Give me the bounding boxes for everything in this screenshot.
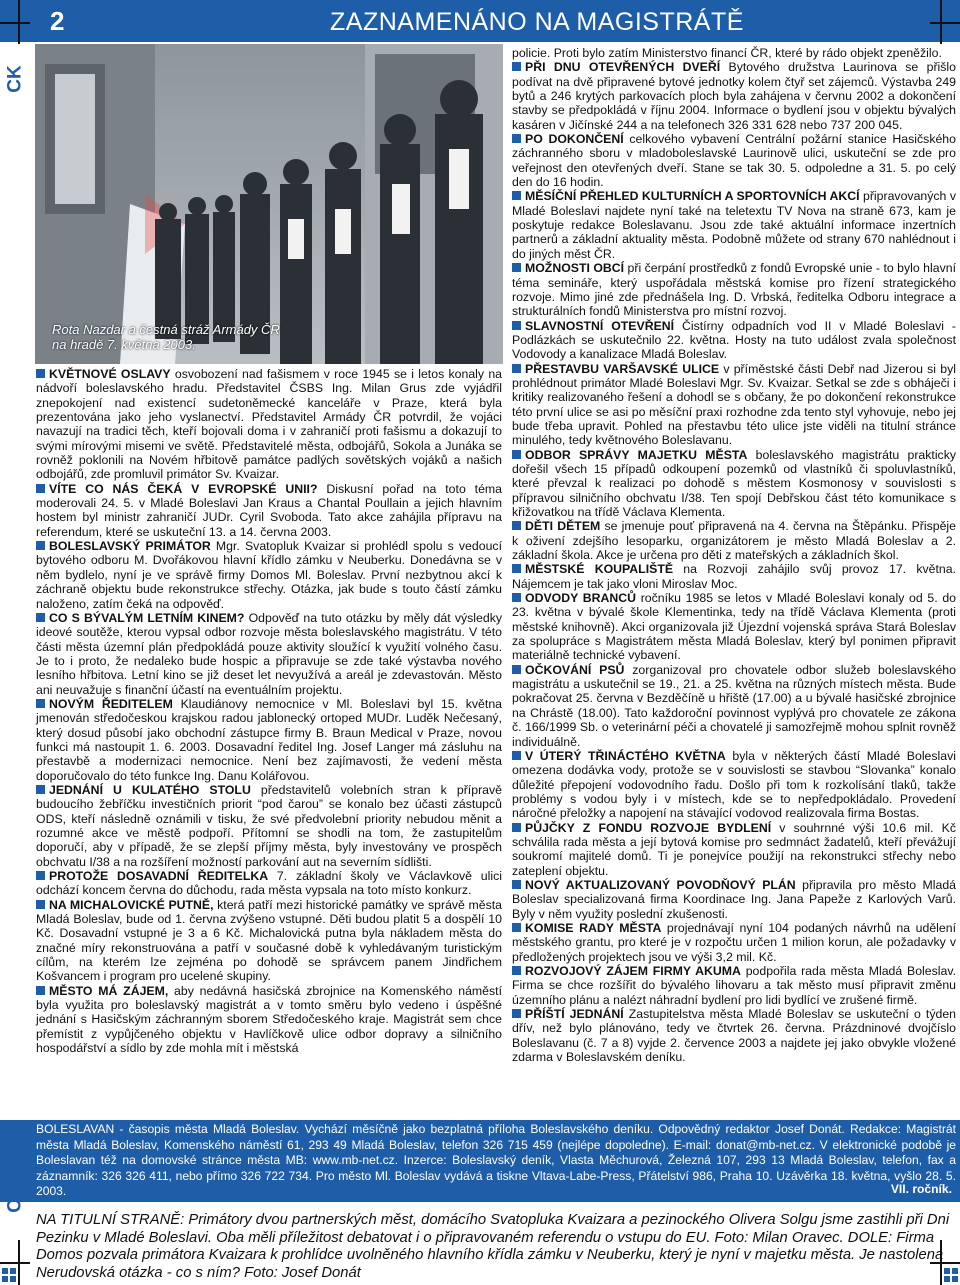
article: [512, 821, 956, 878]
header-bar: [0, 0, 960, 42]
article: [36, 984, 502, 1056]
article-lead: ODVODY BRANCŮ: [525, 591, 637, 606]
article: [512, 1007, 956, 1064]
article-text: ročníku 1985 se letos v Mladé Boleslavi konaly od 5. do 23. května v bývalé škole Klementinka, tedy na třídě Václava Klementa (proti městské knihovně). Akci organizovala již Újezdní vojenská správa Stará Boleslav za spolupráce s Magistrátem města Mladá Boleslav, který byl ponimen připravit materiálně technické vybavení.: [512, 591, 957, 663]
article: [512, 591, 956, 663]
article-lead: VÍTE CO NÁS ČEKÁ V EVROPSKÉ UNII?: [49, 481, 318, 496]
article: [36, 611, 502, 697]
side-mark-ck-top: CK: [4, 65, 26, 93]
article-text: Čistírny odpadních vod II v Mladé Boleslavi - Podlázkách se uskutečnilo 22. května. Hosty na tuto událost zvala společnost Vodovody a kanalizace Mladá Boleslav.: [512, 318, 956, 362]
article: [512, 921, 956, 964]
article-text: Odpověď na tuto otázku by měly dát výsledky ideové soutěže, kterou vypsal odbor rozvoje města boleslavského magistrátu. V této části města územní plán předpokládá pouze aktivity sloužící k využití volného času. Je to i proto, že nedaleko bude hospic a připravuje se zde také výstavba nového lesního hřbitova. Letní kino se již deset let nevyužívá a areál je zdevastován. Město ani neuvažuje s finanční účastí na eventuálním projektu.: [36, 610, 502, 697]
article-lead: NOVÝM ŘEDITELEM: [49, 696, 173, 711]
photo-caption-line-1: Rota Nazdar a čestná stráž Armády ČR: [52, 322, 280, 337]
article-lead: MĚSTO MÁ ZÁJEM,: [49, 983, 169, 998]
bullet-square-icon: [512, 521, 521, 530]
bullet-square-icon: [36, 613, 45, 622]
bullet-square-icon: [512, 593, 521, 602]
article-lead: KVĚTNOVÉ OSLAVY: [49, 367, 171, 381]
article-text: Zastupitelstva města Mladé Boleslav se uskuteční o týden dřív, než bylo plánováno, tedy ve čtvrtek 26. června. Prázdninové dvojčíslo Boleslavanu (č. 7 a 8) vyjde 2. července 2003 a najdete jej jako obvykle vložené zdarma v Boleslavském deníku.: [512, 1007, 956, 1065]
article: [36, 783, 502, 869]
article: [36, 869, 502, 898]
bullet-square-icon: [512, 665, 521, 674]
article: [36, 482, 502, 539]
article: [36, 697, 502, 783]
article-lead: ODBOR SPRÁVY MAJETKU MĚSTA: [525, 447, 748, 462]
article-lead: PŮJČKY Z FONDU ROZVOJE BYDLENÍ: [525, 820, 772, 835]
bullet-square-icon: [36, 699, 45, 708]
bullet-square-icon: [36, 541, 45, 550]
article-text: aby nedávná hasičská zbrojnice na Komenského náměstí byla využita pro boleslavský magistrát a v tomto směru bylo vedeno i úspěšné jednání s Hasičským záchranným sborem Středočeského kraje. Magistrát sem chce přemístit z vypůjčeného objektu v Havlíčkově ulice odbor dopravy a silničního hospodářství a sídlo by zde mohla mít i městská: [36, 983, 502, 1056]
article-text: projednávají nyní 104 podaných návrhů na udělení městského grantu, pro které je v rozpočtu určen 1 milion korun, ale požadavky v předložených projektech jsou ve výši 3,2 mil. Kč.: [512, 920, 956, 964]
bullet-square-icon: [36, 986, 45, 995]
article-lead: MĚSTSKÉ KOUPALIŠTĚ: [525, 562, 674, 577]
photo-illustration: [35, 44, 503, 364]
article-text: celkového vybavení Centrální požární stanice Hasičského záchranného sboru v mladoboleslavské Laurinově ulici, uskuteční se zde pro veřejnost den otevřených dveří. Stane se tak 30. 5. odpoledne a 31. 5. po celý den do 16 hodin.: [512, 132, 956, 190]
article-lead: PŘI DNU OTEVŘENÝCH DVEŘÍ: [525, 60, 721, 75]
impressum-text: BOLESLAVAN - časopis města Mladá Boleslav. Vychází měsíčně jako bezplatná příloha Boleslavského deníku. Odpovědný redaktor Josef Donát. Redakce: Magistrát města Mladá Boleslav, Komenského náměstí 61, 293 49 Mladá Boleslav, telefon 326 715 459 (nejlépe dopoledne). E-mail: donat@mb-net.cz. V elektronické podobě je Boleslavan též na domovské stránce města MB: www.mb-net.cz. Inzerce: Boleslavský deník, Vlasta Měchurová, Železná 107, 293 13 Mladá Boleslav, telefon, fax a záznamník: 326 326 411, nebo přímo 326 722 734. Pro město Ml. Boleslav vydává a tiskne Vltava-Labe-Press, Přátelství 986, Praha 10. Uzávěrka 18. května, vyšlo 28. 5. 2003.: [36, 1122, 956, 1198]
article-lead: PŘÍŠTÍ JEDNÁNÍ: [525, 1007, 624, 1022]
bullet-square-icon: [512, 564, 521, 573]
article-text: 7. základní školy ve Václavkově ulici odchází koncem června do důchodu, rada města vypsala na toto místo konkurz.: [36, 869, 502, 898]
registration-squares-top-right: [944, 4, 958, 18]
article-lead: PŘESTAVBU VARŠAVSKÉ ULICE: [525, 361, 720, 376]
article-text: byla v některých částí Mladé Boleslavi omezena dodávka vody, protože se v souvislosti se stavbou “Slovanka” konalo důležité přepojení vodovodního řadu. Došlo při tom k rozkolísání tlaků, takže problémy s vodou byly i v místech, kde se to nepředpokládalo. Provedení náročné přeložky a napojení na stávající vodovod realizovala firma Bostas.: [512, 748, 956, 821]
article-text: Bytového družstva Laurinova se přišlo podívat na dvě připravené bytové jednotky kolem čtyř set zájemců. Výstavba 249 bytů a 246 krytých parkovacích ploch byla zahájena v červnu 2002 a dokončení stavby se předpokládá v říjnu 2004. Informace o bydlení jsou v objektu bývalých kasáren v Jičínské 244 a na telefonech 326 331 628 nebo 737 200 045.: [512, 60, 956, 132]
article-continuation: [512, 46, 956, 60]
bullet-square-icon: [512, 923, 521, 932]
article-text: osvobození nad fašismem v roce 1945 se i letos konaly na nádvoří boleslavského hradu. Představitel ČSBS Ing. Milan Grus zde vyjádřil znepokojení nad existencí sudetoněmecké kanceláře v Praze, která byla prezentována jako jeho vyslanectví. Představitel Armády ČR potvrdil, že vojáci navazují na tradici těch, kteří bojovali doma i v zahraničí proti fašismu a dokazují to svými mírovými misemi ve světě. Představitelé města, odbojářů, Sokola a Junáka se rovněž poklonili na Novém hřbitově památce padlých sovětských vojáků a našich odbojářů, zde promluvil primátor Sv. Kvaizar.: [36, 367, 502, 482]
article: [512, 362, 956, 448]
bullet-square-icon: [512, 880, 521, 889]
bullet-square-icon: [36, 484, 45, 493]
page-number: 2: [50, 6, 65, 36]
cover-caption: NA TITULNÍ STRANĚ: Primátory dvou partnerských měst, domácího Svatopluka Kvaizara a pezinockého Olivera Solgu jsme zastihli při Dni Pezinku v Mladé Boleslavi. Oba měli příležitost debatovat i o připravovaném referendu o vstupu do EU. Foto: Milan Oravec. DOLE: Firma Domos pozvala primátora Kvaizara k prohlídce uvolněného hlavního křídla zámku v Neuberku, který je nyní v majetku města. Je nastolena Nerudovská otázka - co s ním? Foto: Josef Donát: [36, 1212, 950, 1281]
photo-caption-line-2: na hradě 7. května 2003.: [52, 337, 196, 352]
article: [512, 132, 956, 189]
article-text: připravila pro město Mladá Boleslav specializovaná firma Koordinace Ing. Jana Papeže z Karlových Varů. Byly v něm využity poslední zkušenosti.: [512, 877, 957, 921]
article: [512, 519, 956, 562]
article-text: na Rozvoji zahájilo svůj provoz 17. května. Nájemcem je tak jako vloni Miroslav Moc.: [512, 562, 956, 591]
bullet-square-icon: [512, 450, 521, 459]
article-text: zorganizoval pro chovatele odbor služeb boleslavského magistrátu a uskutečnil se 19., 21. a 25. května na různých místech města. Bude pokračovat 25. června v Bezděčíně u hřiště (17.00) a u bývalé hasičské zbrojnice na Chrástě (18.00). Tato každoroční povinnost vyplývá pro chovatele ze zákona č. 166/1999 Sb. o veterinární péči a chovatelé ji samozřejmě mohou splnit rovněž individuálně.: [512, 662, 956, 749]
bullet-square-icon: [512, 191, 521, 200]
article-lead: MĚSÍČNÍ PŘEHLED KULTURNÍCH A SPORTOVNÍCH AKCÍ: [525, 189, 860, 204]
article: [512, 749, 956, 821]
article: [512, 964, 956, 1007]
photo-caption: [52, 322, 280, 352]
article: [512, 878, 956, 921]
article-lead: NOVÝ AKTUALIZOVANÝ POVODŇOVÝ PLÁN: [525, 877, 796, 892]
article-lead: JEDNÁNÍ U KULATÉHO STOLU: [49, 782, 251, 797]
article: [36, 539, 502, 611]
bullet-square-icon: [36, 871, 45, 880]
article-text: se jmenuje pouť připravená na 4. června na Štěpánku. Přispěje k oživení zdejšího lesoparku, organizátorem je město Mladá Boleslav a 2. základní škola. Akce je určena pro děti z mateřských a základních škol.: [512, 519, 956, 563]
registration-squares-bottom-left: [2, 1268, 16, 1282]
left-column: [36, 367, 502, 1056]
bullet-square-icon: [512, 1009, 521, 1018]
article-text: představitelů volebních stran k přípravě budoucího žebříčku investičních priorit “pod čarou” se konalo bez účasti zástupců ODS, kteří následně oznámili v tisku, že své předvolební priority nebudou měnit a rozumné akce ve městě podpoří. Přítomní se shodli na tom, že zastupitelům doporučí, aby v případě, že se zlepší příjmy města, byly investovány ve prospěch obchvatu I/38 a na rozšíření možností parkování aut na severním sídlišti.: [36, 782, 502, 869]
article-lead: KOMISE RADY MĚSTA: [525, 920, 662, 935]
right-column: [512, 46, 956, 1064]
article-text: připravovaných v Mladé Boleslavi najdete nyní také na teletextu TV Nova na straně 673, kam je poskytuje redakce Boleslavanu. Jsou zde také aktuální informace inzertních partnerů a základní aktuality města. Podobně můžete od strany 670 nahlédnout i do jiných měst ČR.: [512, 189, 956, 261]
article-text: policie. Proti bylo zatím Ministerstvo financí ČR, které by rádo objekt zpeněžilo.: [512, 46, 942, 60]
bullet-square-icon: [512, 966, 521, 975]
bullet-square-icon: [36, 900, 45, 909]
article-lead: CO S BÝVALÝM LETNÍM KINEM?: [49, 610, 245, 625]
article-text: která patří mezi historické památky ve správě města Mladá Boleslav, bude od 1. června zvýšeno vstupné. Děti budou platit 5 a dospělí 10 Kč. Dosavadní vstupné je 3 a 6 Kč. Michalovická putna byla nákladem města do značné míry rekonstruována a patří v současné době k vyhledávaným turistickým cílům, na kterém lze zejména po dohodě se správcem panem Jindřichem Košvancem i program pro ucelené skupiny.: [36, 897, 502, 984]
article-lead: V ÚTERÝ TŘINÁCTÉHO KVĚTNA: [525, 748, 726, 763]
article-text: Klaudiánovy nemocnice v Ml. Boleslavi byl 15. května jmenován středočeskou krajskou radou jablonecký ortoped MUDr. Luděk Nečesaný, který dosud působí jako obchodní zástupce firmy B. Braun Medical v Praze, novou funkci má nastoupit 1. 6. 2003. Dosavadní ředitel Ing. Josef Langer má zásluhu na přestavbě a modernizaci nemocnice. Není bez zajímavosti, že vedení města doporučovalo do této funkce Ing. Danu Kolářovou.: [36, 696, 502, 783]
bullet-square-icon: [512, 321, 521, 330]
article-lead: ROZVOJOVÝ ZÁJEM FIRMY AKUMA: [525, 964, 741, 978]
bullet-square-icon: [512, 364, 521, 373]
article-lead: PROTOŽE DOSAVADNÍ ŘEDITELKA: [49, 869, 269, 884]
article: [512, 261, 956, 318]
bullet-square-icon: [512, 62, 521, 71]
page-title: ZAZNAMENÁNO NA MAGISTRÁTĚ: [330, 8, 744, 36]
article-lead: NA MICHALOVICKÉ PUTNĚ,: [49, 897, 214, 912]
impressum-box: [0, 1120, 960, 1202]
article-lead: PO DOKONČENÍ: [525, 132, 624, 147]
article-text: boleslavského magistrátu prakticky dořešil všech 15 případů odkoupení pozemků od vlastníků či spoluvlastníků, které převzal k realizaci po dohodě s městem Kosmonosy v souvislosti s přípravou silničního obchvatu I/38. Ten spojí Debřskou část této komunikace s křižovatkou na třídě Václava Klementa.: [512, 447, 957, 519]
article: [512, 319, 956, 362]
article-text: Diskusní pořad na toto téma moderovali 24. 5. v Mladé Boleslavi Jan Kraus a Chantal Poullain a jejich hlavním hostem byl ministr zahraničí JUDr. Cyril Svoboda. Tato akce zahájila přípravu na referendum, které se uskuteční 13. a 14. června 2003.: [36, 481, 502, 539]
bullet-square-icon: [512, 751, 521, 760]
bullet-square-icon: [36, 785, 45, 794]
article: [512, 663, 956, 749]
bullet-square-icon: [512, 134, 521, 143]
article: [512, 189, 956, 261]
bullet-square-icon: [512, 823, 521, 832]
article-lead: BOLESLAVSKÝ PRIMÁTOR: [49, 539, 211, 554]
article-lead: MOŽNOSTI OBCÍ: [525, 261, 625, 276]
article-lead: DĚTI DĚTEM: [525, 519, 601, 534]
article-text: při čerpání prostředků z fondů Evropské unie - to bylo hlavní téma semináře, který uspořádala městská komise pro řízení strategického rozvoje. Mimo jiné zde přednášela Ing. D. Vrbská, ředitelka Odboru integrace a strukturálních fondů Ministerstva pro místní rozvoj.: [512, 261, 956, 319]
volume-label: VII. ročník.: [890, 1182, 952, 1196]
article: [512, 448, 956, 520]
photo-soldiers-honor-guard: [35, 44, 503, 364]
article: [512, 562, 956, 591]
bullet-square-icon: [36, 369, 45, 378]
article-text: Mgr. Svatopluk Kvaizar si prohlédl spolu s vedoucí bytového odboru M. Dvořákovou hlavní křídlo zámku v Neuberku. Donedávna se v něm bydlelo, nyní je ve správě firmy Domos Ml. Boleslav. První nezbytnou akcí k záchraně objektu bude rekonstrukce střechy. Otázka, jak bude s touto částí zámku naloženo, zatím čeká na odpověď.: [36, 539, 502, 611]
registration-squares-top-left: [2, 4, 16, 18]
article: [36, 367, 502, 482]
article-text: v příměstské části Debř nad Jizerou si byl prohlédnout primátor Mladé Boleslavi Mgr. Sv. Kvaizar. Setkal se zde s obháječi i kritiky realizovaného řešení a dohodl se s občany, že po dokončení rekonstrukce této první ulice se asi po měsíční praxi rozhodne zda tento styl vyhovuje, nebo jej bude třeba upravit. Pohled na přestavbu této ulice jste viděli na titulní stránce minulého, tedy květnového Boleslavanu.: [512, 361, 956, 448]
article-lead: OČKOVÁNÍ PSŮ: [525, 662, 625, 677]
article: [36, 898, 502, 984]
article-text: podpořila rada města Mladá Boleslav. Firma se chce rozšířit do bývalého lihovaru a tak město musí připravit změnu územního plánu a nalézt náhradní bydlení pro lidi bydlící ve zrušené firmě.: [512, 964, 957, 1007]
bullet-square-icon: [512, 263, 521, 272]
article: [512, 60, 956, 132]
article-lead: SLAVNOSTNÍ OTEVŘENÍ: [525, 318, 675, 333]
article-text: v souhrnné výši 10.6 mil. Kč schválila rada města a její bytová komise pro sedmnáct žadatelů, kteří převážují soukromí majitelé domů. Ti je ponejvíce použijí na rekonstrukci střechy nebo zateplení objektu.: [512, 820, 956, 878]
